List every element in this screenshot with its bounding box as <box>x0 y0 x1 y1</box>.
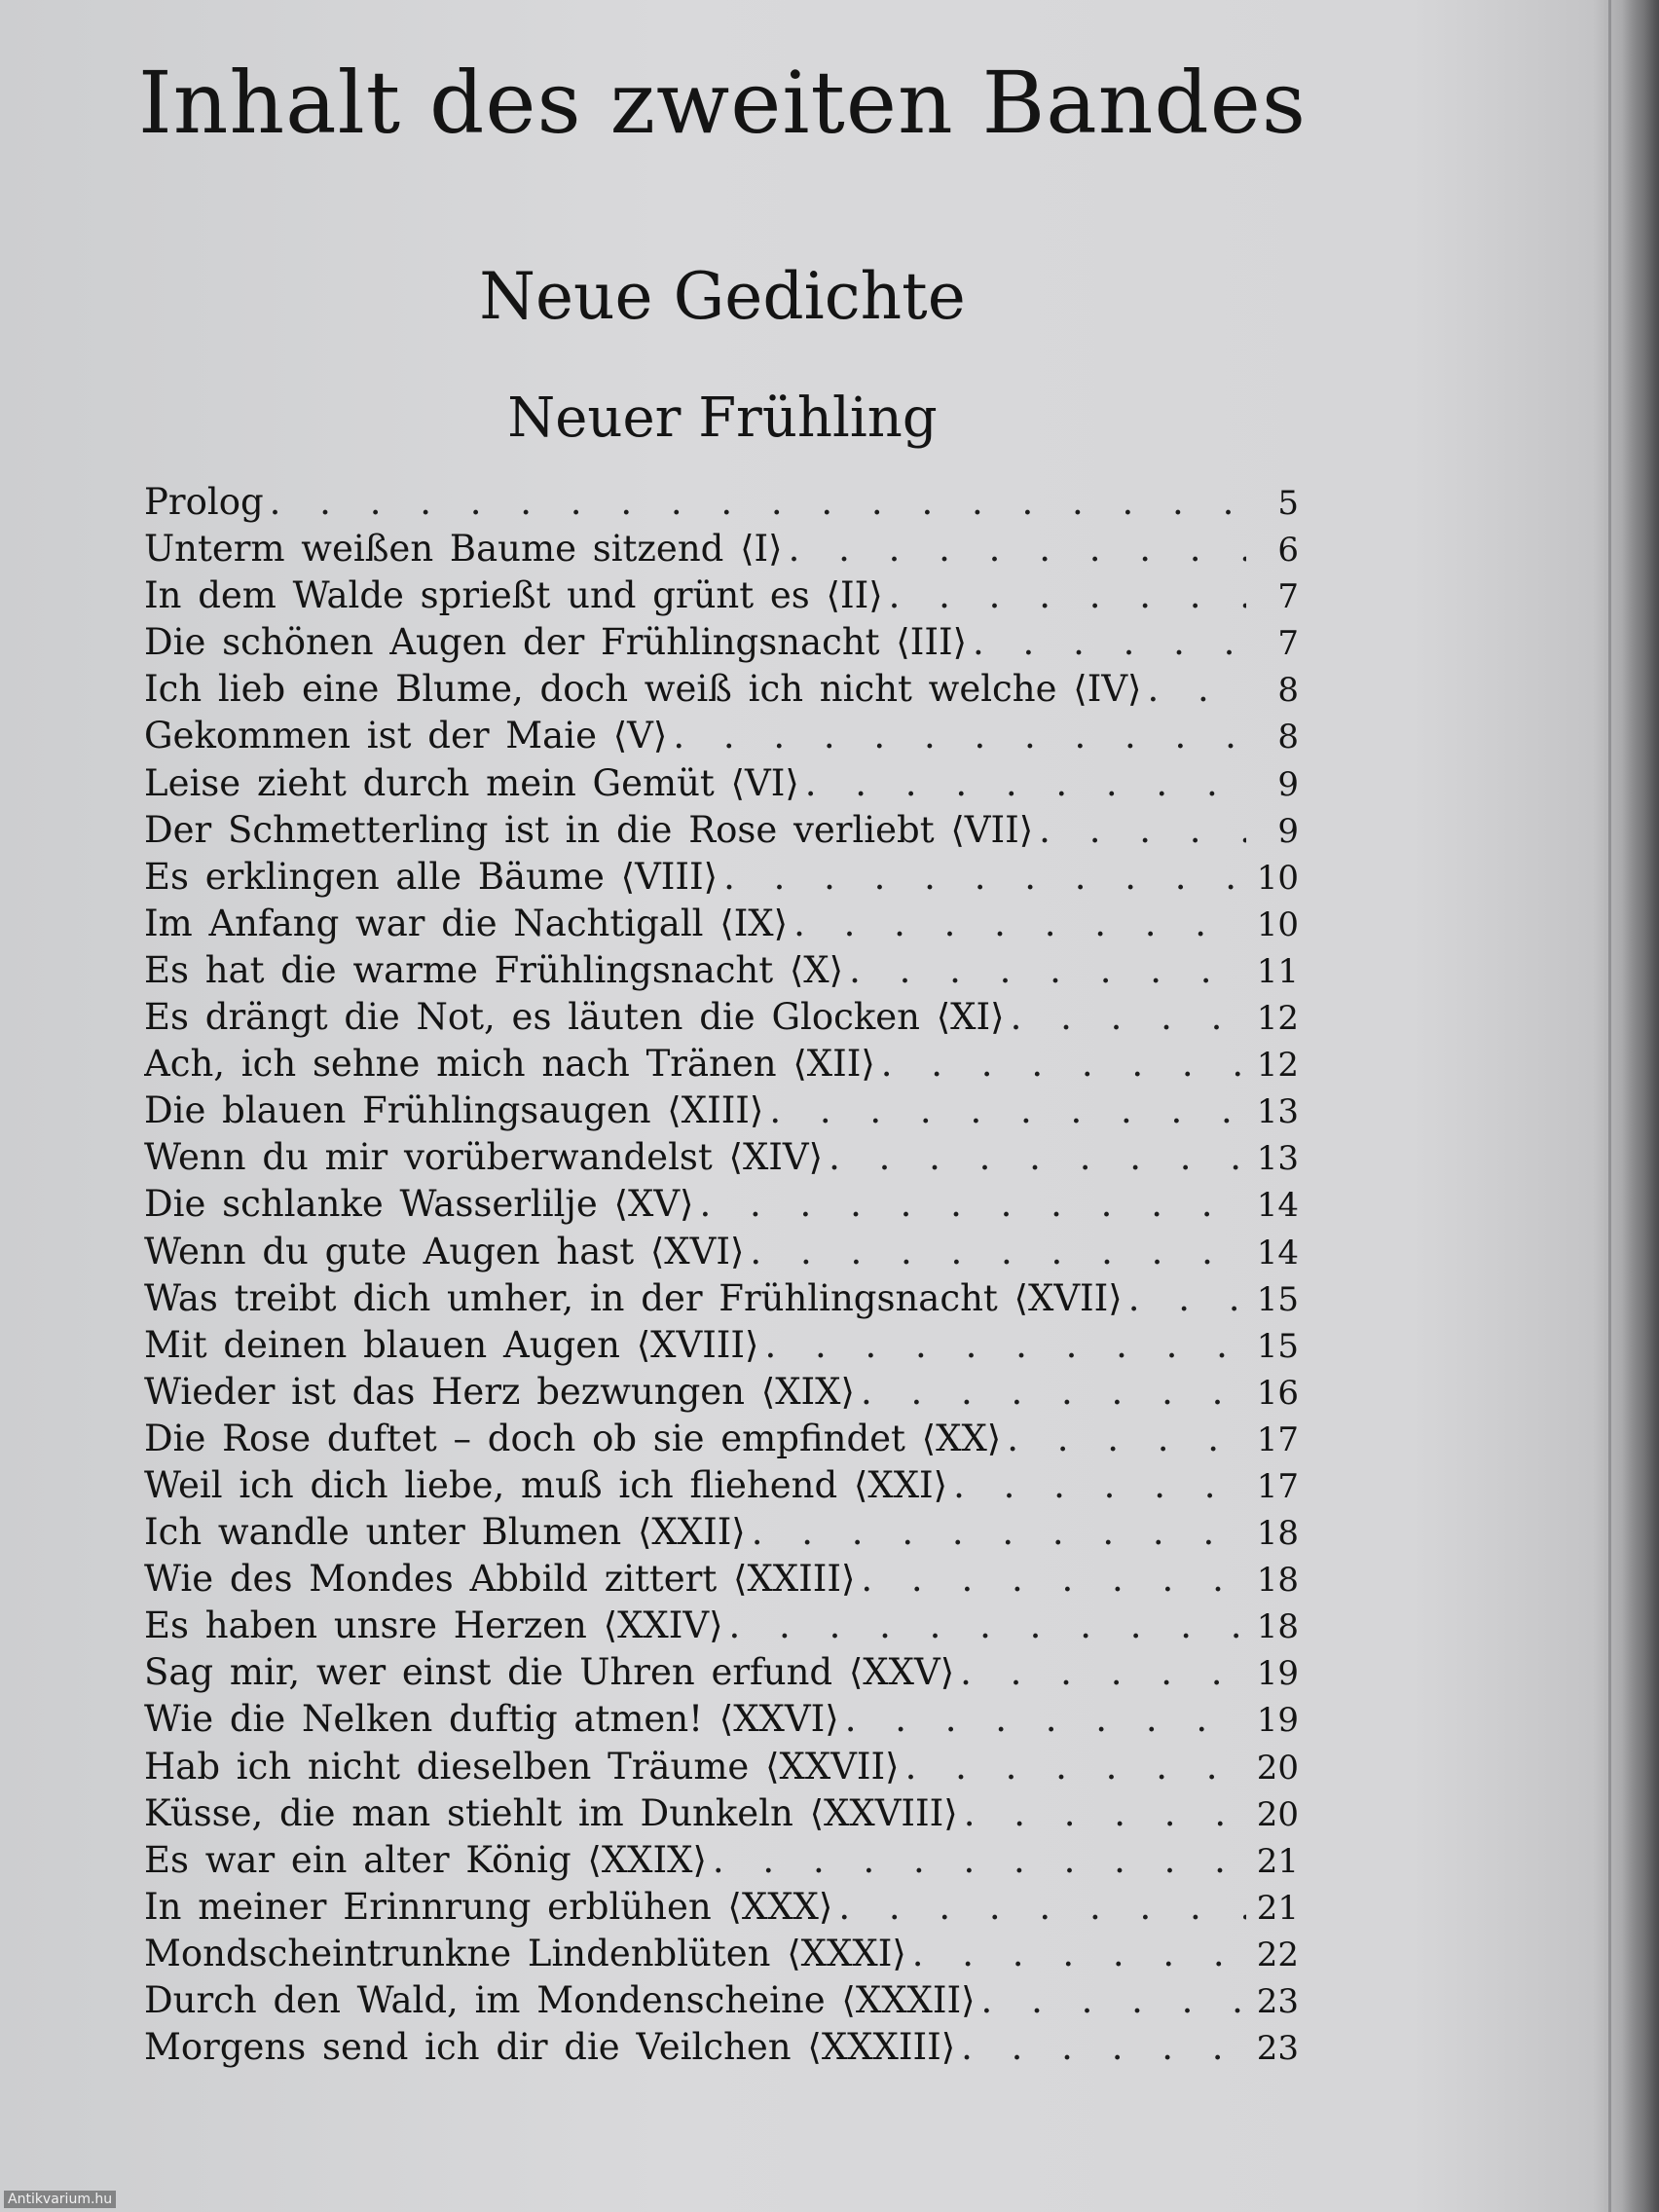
toc-entry <box>144 479 1299 526</box>
dot-leader <box>270 479 1246 526</box>
toc-entry <box>144 1696 1299 1743</box>
toc-entry-page-number: 16 <box>1256 1373 1299 1413</box>
toc-entry-title: Ich lieb eine Blume, doch weiß ich nicht welche ⟨IV⟩ <box>144 668 1142 711</box>
toc-entry-page-number: 8 <box>1277 671 1299 711</box>
toc-entry-page-number: 7 <box>1277 624 1299 664</box>
toc-entry-page-number: 12 <box>1256 999 1299 1039</box>
toc-entry-page-number: 7 <box>1277 577 1299 617</box>
toc-entry <box>144 1977 1299 2024</box>
toc-entry-title: Mondscheintrunkne Lindenblüten ⟨XXXI⟩ <box>144 1932 906 1974</box>
dot-leader <box>961 2024 1246 2071</box>
toc-entry-title: Im Anfang war die Nachtigall ⟨IX⟩ <box>144 902 789 944</box>
toc-entry-title: Weil ich dich liebe, muß ich fliehend ⟨XXI⟩ <box>144 1463 948 1506</box>
toc-entry <box>144 1462 1299 1509</box>
toc-entry-page-number: 9 <box>1277 764 1299 804</box>
toc-entry-page-number: 18 <box>1256 1514 1299 1554</box>
dot-leader <box>793 901 1246 947</box>
dot-leader <box>881 1041 1246 1088</box>
toc-entry-page-number: 13 <box>1256 1092 1299 1132</box>
toc-entry <box>144 526 1299 572</box>
toc-entry <box>144 854 1299 901</box>
toc-entry <box>144 1837 1299 1884</box>
toc-entry-title: Der Schmetterling ist in die Rose verliebt ⟨VII⟩ <box>144 808 1034 851</box>
dot-leader <box>1147 666 1246 713</box>
toc-entry-page-number: 18 <box>1256 1607 1299 1647</box>
toc-entry <box>144 1603 1299 1649</box>
dot-leader <box>769 1088 1246 1134</box>
toc-entry-page-number: 13 <box>1256 1139 1299 1179</box>
page-gutter-line <box>1608 0 1611 2212</box>
dot-leader <box>723 854 1246 901</box>
toc-entry-title: Es war ein alter König ⟨XXIX⟩ <box>144 1838 707 1881</box>
toc-entry <box>144 1229 1299 1275</box>
toc-entry-title: Wenn du gute Augen hast ⟨XVI⟩ <box>144 1230 745 1272</box>
toc-entry <box>144 1931 1299 1977</box>
dot-leader <box>889 572 1246 619</box>
toc-entry-title: In meiner Erinnrung erblühen ⟨XXX⟩ <box>144 1885 833 1928</box>
toc-entry-page-number: 20 <box>1256 1748 1299 1788</box>
dot-leader <box>752 1509 1246 1556</box>
dot-leader <box>700 1181 1247 1228</box>
toc-entry-title: Sag mir, wer einst die Uhren erfund ⟨XXV⟩ <box>144 1651 955 1694</box>
toc-entry-page-number: 21 <box>1256 1888 1299 1928</box>
toc-entry-page-number: 6 <box>1277 531 1299 571</box>
section-title: Neue Gedichte <box>479 259 966 334</box>
toc-entry-title: Gekommen ist der Maie ⟨V⟩ <box>144 715 668 757</box>
toc-entry-page-number: 22 <box>1256 1935 1299 1974</box>
toc-entry-title: Ich wandle unter Blumen ⟨XXII⟩ <box>144 1511 746 1554</box>
toc-entry-page-number: 23 <box>1256 1982 1299 2021</box>
toc-entry-title: Es hat die warme Frühlingsnacht ⟨X⟩ <box>144 948 844 991</box>
dot-leader <box>849 947 1246 994</box>
dot-leader <box>905 1744 1246 1790</box>
toc-entry-page-number: 9 <box>1277 811 1299 851</box>
page-edge-shadow <box>1622 0 1659 2212</box>
toc-entry <box>144 1322 1299 1369</box>
toc-entry-page-number: 19 <box>1256 1701 1299 1741</box>
toc-entry-page-number: 14 <box>1256 1186 1299 1226</box>
toc-entry <box>144 666 1299 713</box>
dot-leader <box>729 1603 1246 1649</box>
main-title: Inhalt des zweiten Bandes <box>138 53 1307 153</box>
toc-entry-page-number: 17 <box>1256 1419 1299 1459</box>
toc-entry <box>144 1369 1299 1416</box>
toc-entry <box>144 1275 1299 1322</box>
toc-entry-title: Mit deinen blauen Augen ⟨XVIII⟩ <box>144 1323 759 1366</box>
dot-leader <box>764 1322 1246 1369</box>
dot-leader <box>673 713 1246 759</box>
dot-leader <box>829 1134 1246 1181</box>
toc-entry-page-number: 10 <box>1256 858 1299 898</box>
table-of-contents <box>144 479 1299 2071</box>
dot-leader <box>973 619 1246 666</box>
dot-leader <box>1128 1275 1246 1322</box>
toc-entry-title: Morgens send ich dir die Veilchen ⟨XXXIII⟩ <box>144 2026 956 2069</box>
toc-entry <box>144 1041 1299 1088</box>
toc-entry <box>144 1790 1299 1837</box>
dot-leader <box>713 1837 1246 1884</box>
toc-entry <box>144 1088 1299 1134</box>
toc-entry <box>144 619 1299 666</box>
toc-entry-title: Die Rose duftet – doch ob sie empfindet ⟨XX⟩ <box>144 1417 1002 1459</box>
toc-entry <box>144 1556 1299 1603</box>
toc-entry-title: Wieder ist das Herz bezwungen ⟨XIX⟩ <box>144 1370 855 1413</box>
toc-entry-page-number: 19 <box>1256 1654 1299 1694</box>
toc-entry <box>144 713 1299 759</box>
toc-entry-title: Durch den Wald, im Mondenscheine ⟨XXXII⟩ <box>144 1979 976 2021</box>
dot-leader <box>861 1369 1246 1416</box>
dot-leader <box>1039 807 1246 854</box>
toc-entry-page-number: 17 <box>1256 1466 1299 1506</box>
toc-entry-page-number: 14 <box>1256 1233 1299 1272</box>
watermark: Antikvarium.hu <box>4 2191 116 2208</box>
dot-leader <box>750 1229 1246 1275</box>
dot-leader <box>838 1884 1246 1931</box>
subsection-title: Neuer Frühling <box>507 387 938 450</box>
dot-leader <box>789 526 1246 572</box>
dot-leader <box>1011 994 1246 1041</box>
toc-entry-page-number: 15 <box>1256 1326 1299 1366</box>
toc-entry-page-number: 20 <box>1256 1794 1299 1834</box>
toc-entry-title: Ach, ich sehne mich nach Tränen ⟨XII⟩ <box>144 1043 875 1086</box>
toc-entry-title: Unterm weißen Baume sitzend ⟨I⟩ <box>144 528 783 571</box>
toc-entry <box>144 2024 1299 2071</box>
toc-entry-page-number: 18 <box>1256 1561 1299 1601</box>
toc-entry-title: Küsse, die man stiehlt im Dunkeln ⟨XXVIII⟩ <box>144 1791 958 1834</box>
toc-entry-title: Es drängt die Not, es läuten die Glocken ⟨XI⟩ <box>144 996 1005 1039</box>
toc-entry-page-number: 21 <box>1256 1841 1299 1881</box>
toc-entry <box>144 1649 1299 1696</box>
toc-entry-title: Wie die Nelken duftig atmen! ⟨XXVI⟩ <box>144 1698 839 1741</box>
toc-entry-title: Die blauen Frühlingsaugen ⟨XIII⟩ <box>144 1089 764 1132</box>
toc-entry <box>144 1744 1299 1790</box>
dot-leader <box>845 1696 1246 1743</box>
toc-entry-page-number: 15 <box>1256 1279 1299 1319</box>
toc-entry-title: Wenn du mir vorüberwandelst ⟨XIV⟩ <box>144 1136 824 1179</box>
toc-entry <box>144 760 1299 807</box>
toc-entry-page-number: 11 <box>1256 951 1299 991</box>
toc-entry-title: Hab ich nicht dieselben Träume ⟨XXVII⟩ <box>144 1745 900 1788</box>
toc-entry-page-number: 10 <box>1256 904 1299 944</box>
toc-entry-title: In dem Walde sprießt und grünt es ⟨II⟩ <box>144 574 883 617</box>
toc-entry <box>144 994 1299 1041</box>
dot-leader <box>805 760 1246 807</box>
toc-entry <box>144 572 1299 619</box>
dot-leader <box>981 1977 1246 2024</box>
dot-leader <box>953 1462 1246 1509</box>
toc-entry-title: Was treibt dich umher, in der Frühlingsnacht ⟨XVII⟩ <box>144 1276 1123 1319</box>
dot-leader <box>960 1649 1246 1696</box>
toc-entry <box>144 1416 1299 1462</box>
dot-leader <box>1007 1416 1246 1462</box>
toc-entry-title: Es haben unsre Herzen ⟨XXIV⟩ <box>144 1604 723 1647</box>
toc-entry-page-number: 5 <box>1277 484 1299 523</box>
dot-leader <box>912 1931 1246 1977</box>
toc-entry <box>144 1509 1299 1556</box>
toc-entry <box>144 947 1299 994</box>
toc-entry-title: Die schlanke Wasserlilje ⟨XV⟩ <box>144 1183 694 1226</box>
toc-entry-page-number: 8 <box>1277 718 1299 757</box>
toc-entry <box>144 1884 1299 1931</box>
toc-entry-page-number: 12 <box>1256 1046 1299 1086</box>
toc-entry <box>144 1181 1299 1228</box>
toc-entry <box>144 1134 1299 1181</box>
toc-entry-page-number: 23 <box>1256 2029 1299 2069</box>
toc-entry <box>144 901 1299 947</box>
toc-entry <box>144 807 1299 854</box>
toc-entry-title: Die schönen Augen der Frühlingsnacht ⟨III⟩ <box>144 621 968 664</box>
toc-entry-title: Es erklingen alle Bäume ⟨VIII⟩ <box>144 855 719 898</box>
dot-leader <box>964 1790 1246 1837</box>
toc-entry-title: Wie des Mondes Abbild zittert ⟨XXIII⟩ <box>144 1558 856 1601</box>
toc-entry-title: Prolog <box>144 481 264 523</box>
toc-entry-title: Leise zieht durch mein Gemüt ⟨VI⟩ <box>144 761 799 804</box>
dot-leader <box>861 1556 1246 1603</box>
